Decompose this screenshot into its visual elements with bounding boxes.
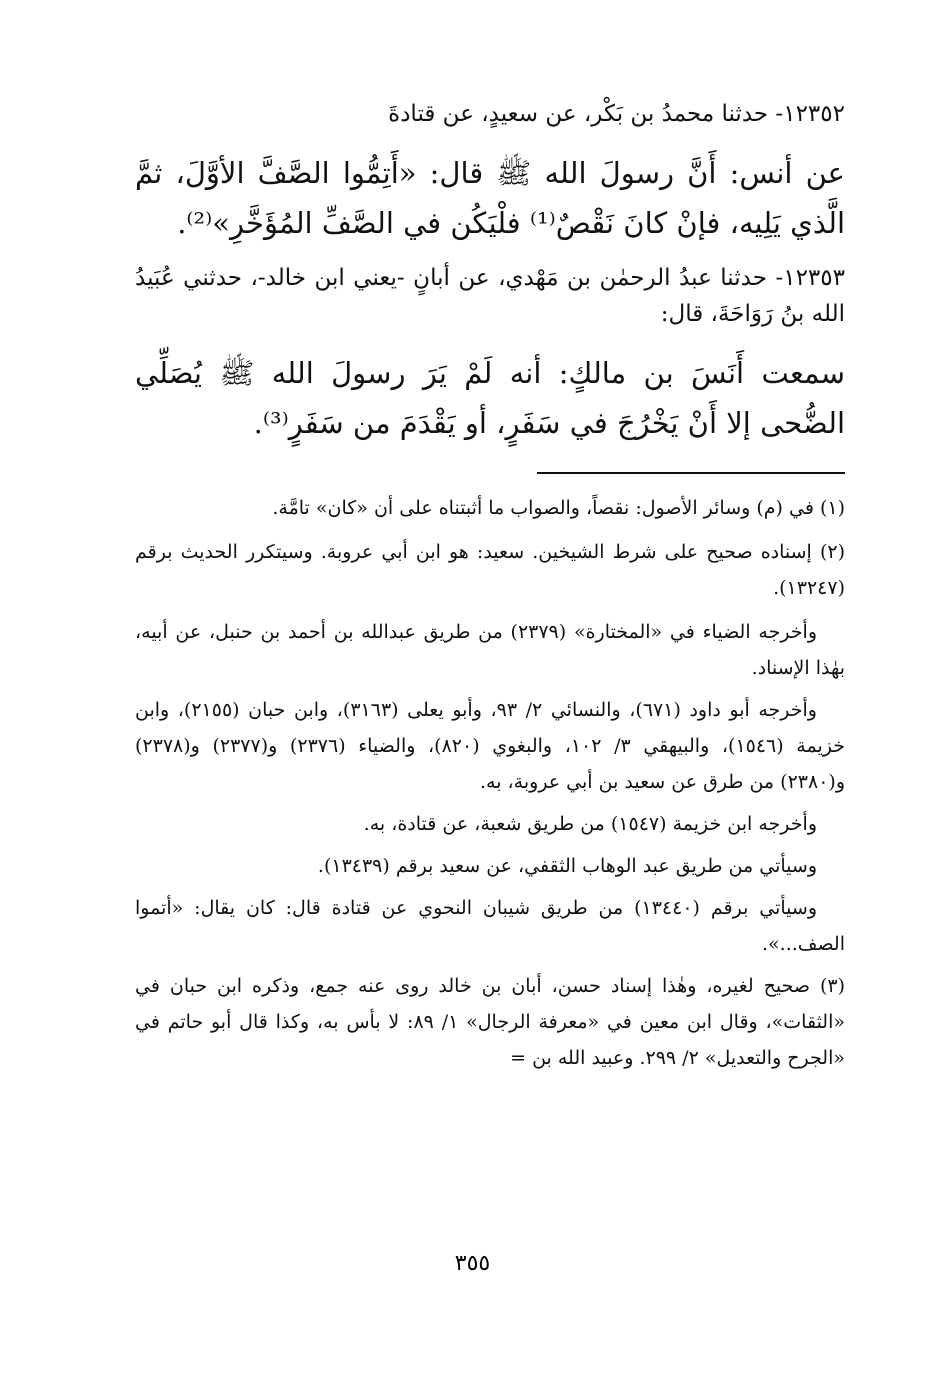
footnote-2-para-2: وأخرجه الضياء في «المختارة» (٢٣٧٩) من طريق عبدالله بن أحمد بن حنبل، عن أبيه، بهٰذا الإسناد.: [135, 621, 845, 679]
footnote-2-para-5: وسيأتي من طريق عبد الوهاب الثقفي، عن سعيد برقم (١٣٤٣٩).: [317, 855, 817, 877]
footnote-2-para-6: وسيأتي برقم (١٣٤٤٠) من طريق شيبان النحوي عن قتادة قال: كان يقال: «أتموا الصف...».: [135, 897, 845, 955]
hadith-chain-12353: ١٢٣٥٣- حدثنا عبدُ الرحمٰن بن مَهْدي، عن أبانٍ -يعني ابن خالد-، حدثني عُبَيدُ الله بنُ رَوَاحَةَ، قال:: [135, 265, 845, 327]
hadith-text-12352: عن أنس: أَنَّ رسولَ الله ﷺ قال: «أَتِمُّوا الصَّفَّ الأوَّلَ، ثمَّ الَّذي يَلِيه، فإنْ كانَ نَقْصٌ⁽¹⁾ فلْيَكُن في الصَّفِّ المُؤَخَّرِ»⁽²⁾.: [135, 156, 845, 240]
footnote-2-para-4: وأخرجه ابن خزيمة (١٥٤٧) من طريق شعبة، عن قتادة، به.: [363, 813, 817, 835]
hadith-text-12353: سمعت أَنَسَ بن مالكٍ: أنه لَمْ يَرَ رسولَ الله ﷺ يُصَلِّي الضُّحى إلا أَنْ يَخْرُجَ في سَفَرٍ، أو يَقْدَمَ من سَفَرٍ⁽³⁾.: [135, 356, 845, 440]
footnote-2-para-3: وأخرجه أبو داود (٦٧١)، والنسائي ٢/ ٩٣، وأبو يعلى (٣١٦٣)، وابن حبان (٢١٥٥)، وابن خزيمة (١٥٤٦)، والبيهقي ٣/ ١٠٢، والبغوي (٨٢٠)، والضياء (٢٣٧٦) و(٢٣٧٧) و(٢٣٧٨) و(٢٣٨٠) من طرق عن سعيد بن أبي عروبة، به.: [135, 699, 845, 793]
footnote-2: (٢) إسناده صحيح على شرط الشيخين. سعيد: هو ابن أبي عروبة. وسيتكرر الحديث برقم (١٣٢٤٧).: [135, 541, 845, 599]
footnote-separator: [537, 472, 845, 474]
footnote-1: (١) في (م) وسائر الأصول: نقصاً، والصواب ما أثبتناه على أن «كان» تامَّة.: [272, 497, 845, 519]
page-number: ٣٥٥: [454, 1250, 491, 1275]
footnote-separator-wrap: [135, 460, 845, 490]
hadith-chain-12352: ١٢٣٥٢- حدثنا محمدُ بن بَكْر، عن سعيدٍ، عن قتادةَ: [388, 101, 845, 127]
footnote-3: (٣) صحيح لغيره، وهٰذا إسناد حسن، أبان بن خالد روى عنه جمع، وذكره ابن حبان في «الثقات»، وقال ابن معين في «معرفة الرجال» ١/ ٨٩: لا بأس به، وكذا قال أبو حاتم في «الجرح والتعديل» ٢/ ٢٩٩. وعبيد الله بن =: [135, 975, 845, 1069]
